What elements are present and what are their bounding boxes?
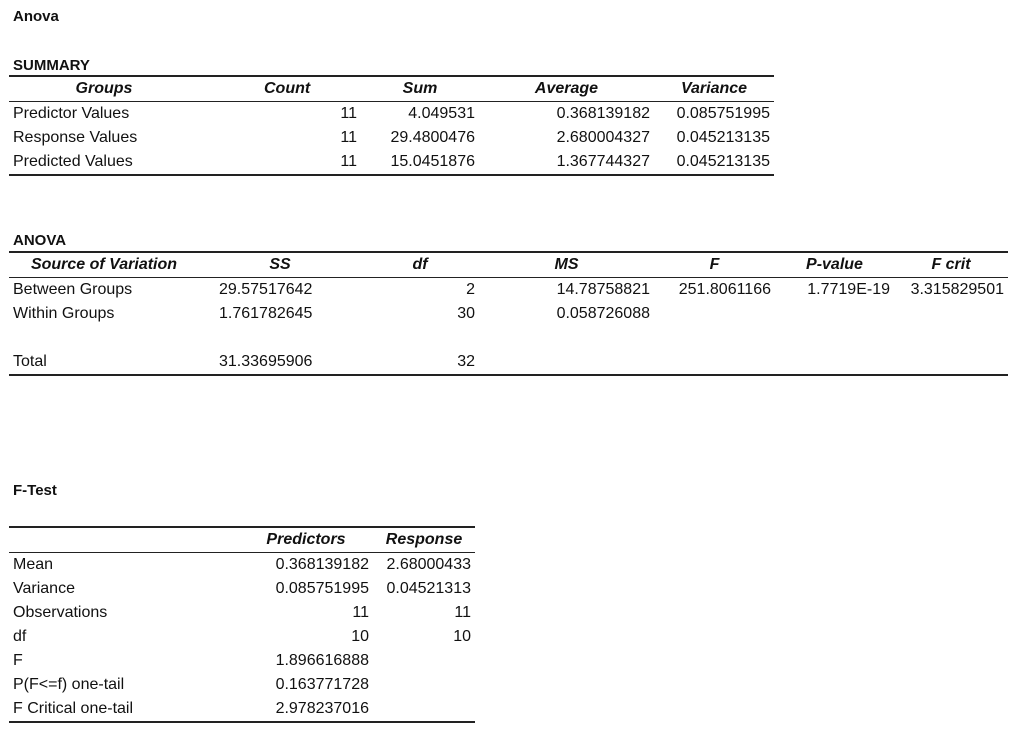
anova-title: ANOVA	[13, 232, 67, 249]
ftest-cell: 2.68000433	[386, 556, 471, 573]
ftest-cell: Variance	[13, 580, 75, 597]
summary-cell: 0.368139182	[556, 105, 650, 122]
table-row	[9, 350, 1008, 375]
summary-cell: 1.367744327	[556, 153, 650, 170]
anova-cell: 32	[457, 353, 475, 370]
table-row	[9, 102, 774, 127]
anova-cell: Within Groups	[13, 305, 115, 322]
anova-cell	[9, 326, 199, 350]
ftest-cell	[373, 697, 475, 722]
anova-header-source: Source of Variation	[9, 252, 199, 278]
summary-header-count: Count	[199, 76, 361, 102]
anova-cell	[654, 302, 775, 326]
summary-cell: Response Values	[13, 129, 138, 146]
anova-cell: Total	[13, 353, 47, 370]
summary-cell: 2.680004327	[556, 129, 650, 146]
ftest-cell: 0.368139182	[275, 556, 369, 573]
ftest-cell: 11	[352, 604, 369, 621]
table-row	[9, 649, 475, 673]
table-row	[9, 126, 774, 150]
ftest-cell	[373, 673, 475, 697]
table-row	[9, 150, 774, 175]
anova-header-ss: SS	[199, 252, 361, 278]
anova-cell: 1.7719E-19	[807, 281, 890, 298]
ftest-cell: 0.04521313	[386, 580, 471, 597]
anova-cell: 14.78758821	[556, 281, 650, 298]
summary-cell: Predicted Values	[13, 153, 133, 170]
summary-header-average: Average	[479, 76, 654, 102]
summary-header-groups: Groups	[9, 76, 199, 102]
ftest-cell: 11	[454, 604, 471, 621]
anova-cell	[654, 350, 775, 375]
anova-cell	[775, 302, 894, 326]
summary-cell: 11	[340, 105, 357, 122]
ftest-cell: Observations	[13, 604, 108, 621]
ftest-cell: 10	[453, 628, 471, 645]
anova-cell: Between Groups	[13, 281, 133, 298]
ftest-cell: P(F<=f) one-tail	[13, 676, 125, 693]
anova-cell: 29.57517642	[219, 281, 313, 298]
ftest-cell: F Critical one-tail	[13, 700, 134, 717]
table-row	[9, 278, 1008, 303]
table-row	[9, 625, 475, 649]
summary-cell: 0.085751995	[676, 105, 770, 122]
summary-header-sum: Sum	[361, 76, 479, 102]
summary-cell: Predictor Values	[13, 105, 130, 122]
anova-cell: 3.315829501	[910, 281, 1004, 298]
anova-header-ms: MS	[479, 252, 654, 278]
anova-cell: 31.33695906	[219, 353, 313, 370]
ftest-cell: 0.085751995	[275, 580, 369, 597]
ftest-cell: F	[13, 652, 23, 669]
anova-header-f-crit: F crit	[894, 252, 1008, 278]
anova-cell	[894, 350, 1008, 375]
anova-cell: 30	[457, 305, 475, 322]
anova-cell: 0.058726088	[556, 305, 650, 322]
anova-header-p-value: P-value	[775, 252, 894, 278]
anova-header-df: df	[361, 252, 479, 278]
table-row	[9, 553, 475, 578]
ftest-header-response: Response	[373, 527, 475, 553]
ftest-cell	[373, 649, 475, 673]
anova-cell	[199, 326, 361, 350]
ftest-cell: 10	[351, 628, 369, 645]
ftest-cell: Mean	[13, 556, 54, 573]
table-row	[9, 302, 1008, 326]
summary-title: SUMMARY	[13, 57, 90, 74]
anova-cell	[775, 350, 894, 375]
ftest-header-predictors: Predictors	[239, 527, 373, 553]
page-title: Anova	[13, 8, 59, 25]
anova-header-f: F	[654, 252, 775, 278]
ftest-cell: 0.163771728	[275, 676, 369, 693]
ftest-cell: 2.978237016	[275, 700, 369, 717]
anova-cell	[894, 326, 1008, 350]
anova-cell: 2	[466, 281, 475, 298]
anova-cell	[479, 326, 654, 350]
summary-cell: 11	[340, 129, 357, 146]
summary-cell: 4.049531	[408, 105, 475, 122]
summary-cell: 29.4800476	[390, 129, 475, 146]
anova-cell	[654, 326, 775, 350]
anova-cell	[894, 302, 1008, 326]
summary-cell: 0.045213135	[676, 153, 770, 170]
ftest-table	[9, 526, 475, 723]
ftest-cell: 1.896616888	[275, 652, 369, 669]
summary-cell: 11	[340, 153, 357, 170]
ftest-title: F-Test	[13, 482, 57, 499]
summary-header-variance: Variance	[654, 76, 774, 102]
ftest-cell: df	[13, 628, 27, 645]
table-row	[9, 577, 475, 601]
table-row	[9, 697, 475, 722]
summary-cell: 15.0451876	[390, 153, 475, 170]
table-row	[9, 673, 475, 697]
anova-cell	[479, 350, 654, 375]
table-row	[9, 601, 475, 625]
ftest-header-blank	[9, 527, 239, 553]
summary-table	[9, 75, 774, 176]
anova-cell: 251.8061166	[678, 281, 771, 298]
table-row	[9, 326, 1008, 350]
anova-cell: 1.761782645	[219, 305, 313, 322]
anova-cell	[361, 326, 479, 350]
anova-cell	[775, 326, 894, 350]
anova-table	[9, 251, 1008, 376]
summary-cell: 0.045213135	[676, 129, 770, 146]
